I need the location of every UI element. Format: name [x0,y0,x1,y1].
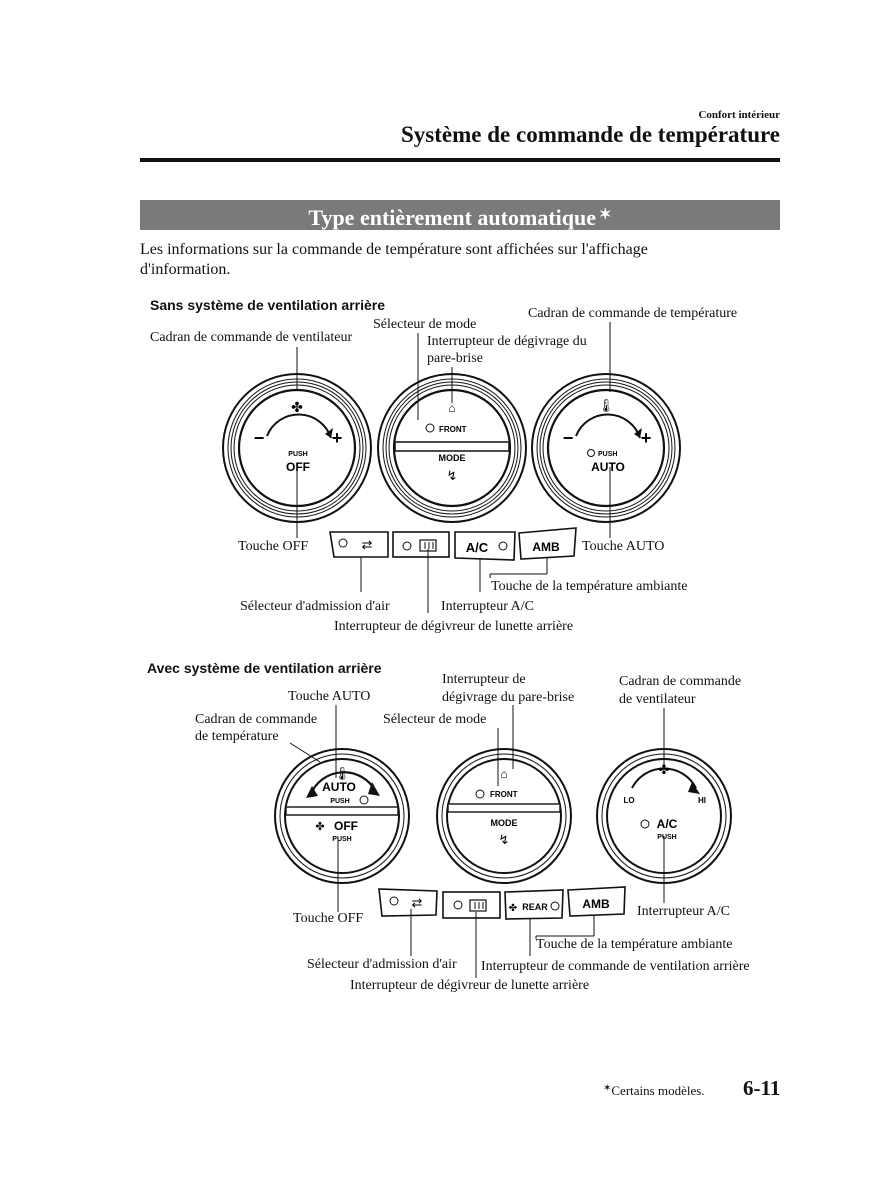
thermometer-icon: 🌡 [597,398,615,413]
d2-fan-icon-small: ✤ [315,821,325,833]
d1-mode-label: MODE [438,453,466,463]
d1-temp-plus: + [640,428,652,448]
d1-auto-label: AUTO [591,460,625,474]
d1-label-mode-selector: Sélecteur de mode [373,317,477,332]
d1-temp-dial[interactable] [532,374,680,522]
d2-thermometer-icon: 🌡 [333,766,351,781]
d1-label-rear-defrost: Interrupteur de dégivreur de lunette arrière [334,619,574,634]
d2-label-fan-dial-2: de ventilateur [619,692,696,707]
banner-title: Type entièrement automatique [308,205,596,230]
d2-fan-icon: ✤ [658,762,670,777]
d2-windshield-defrost-icon: ⌂ [500,767,508,781]
d2-amb-text: AMB [582,897,610,911]
d1-label-windshield-defrost-1: Interrupteur de dégivrage du [427,334,587,349]
d2-mode-label: MODE [490,818,518,828]
d2-button-row [379,887,625,919]
d2-rear-defrost-button[interactable] [443,892,500,918]
d2-label-off: Touche OFF [293,911,364,926]
d1-button-row [330,528,576,560]
d2-airflow-icon: ↯ [498,832,510,847]
recirculation-icon: ⇄ [361,537,373,552]
d2-rear-text: REAR [522,902,548,912]
d1-minus: − [253,428,265,448]
d1-label-ac: Interrupteur A/C [441,599,534,614]
d1-push-label: PUSH [288,451,308,458]
d2-ac-label: A/C [656,817,678,831]
d1-front-label: FRONT [439,425,467,434]
d2-recirculation-icon: ⇄ [411,895,423,910]
d2-label-auto: Touche AUTO [288,689,371,704]
d2-label-windshield-defrost-2: dégivrage du pare-brise [442,690,575,705]
d2-label-temp-dial-1: Cadran de commande [195,712,318,727]
diagram1-subhead: Sans système de ventilation arrière [150,297,385,313]
d2-auto-label: AUTO [322,780,356,794]
d2-label-rear-fan: Interrupteur de commande de ventilation arrière [481,959,750,974]
d1-amb-text: AMB [532,540,560,554]
d2-rear-fan-icon: ✤ [508,903,518,914]
d2-front-label: FRONT [490,790,518,799]
page-number: 6-11 [743,1076,781,1100]
windshield-defrost-icon: ⌂ [448,401,456,415]
d2-label-air-intake: Sélecteur d'admission d'air [307,957,457,972]
diagram2-subhead: Avec système de ventilation arrière [147,660,382,676]
d2-amb-button[interactable] [568,887,625,916]
d1-air-intake-button[interactable] [330,532,388,557]
d1-label-windshield-defrost-2: pare-brise [427,351,483,366]
footnote-text: Certains modèles. [611,1083,705,1098]
d1-label-temp-dial: Cadran de commande de température [528,306,738,321]
fan-icon: ✤ [291,401,303,416]
d2-lo-label: LO [623,796,635,805]
d2-label-fan-dial-1: Cadran de commande [619,674,742,689]
airflow-icon: ↯ [446,468,458,483]
d1-amb-button[interactable] [519,528,576,559]
d2-ac-push: PUSH [657,834,677,841]
d2-label-temp-dial-2: de température [195,729,279,744]
d1-label-ambient: Touche de la température ambiante [491,579,688,594]
d1-temp-push: PUSH [598,451,618,458]
d1-plus: + [331,428,343,448]
d1-label-fan-dial: Cadran de commande de ventilateur [150,330,353,345]
page-title: Système de commande de température [401,122,780,147]
d1-off-label: OFF [286,460,310,474]
d2-label-windshield-defrost-1: Interrupteur de [442,672,526,687]
d1-rear-defrost-button[interactable] [393,532,449,557]
d2-mode-dial[interactable] [437,749,571,883]
model-marker: ✶ [599,207,612,223]
d2-label-ambient: Touche de la température ambiante [536,937,733,952]
d2-hi-label: HI [698,796,706,805]
d2-off-label: OFF [334,819,358,833]
d1-label-air-intake: Sélecteur d'admission d'air [240,599,390,614]
d2-label-rear-defrost: Interrupteur de dégivreur de lunette arrière [350,978,590,993]
d2-air-intake-button[interactable] [379,889,437,916]
footnote-marker: ✶ [603,1083,612,1094]
d2-temp-dial[interactable] [275,749,409,883]
d2-label-ac: Interrupteur A/C [637,904,730,919]
d1-label-off: Touche OFF [238,539,309,554]
intro-text: Les informations sur la commande de température sont affichées sur l'affichage d'information. [140,241,648,278]
d2-off-push: PUSH [332,836,352,843]
d1-temp-minus: − [562,428,574,448]
d2-auto-push: PUSH [330,798,350,805]
d2-label-mode-selector: Sélecteur de mode [383,712,487,727]
section-label: Confort intérieur [698,109,780,121]
d1-ac-text: A/C [465,540,489,555]
footnote [603,1083,705,1099]
d2-rear-fan-button[interactable] [505,890,563,919]
d1-label-auto: Touche AUTO [582,539,665,554]
d1-ac-button[interactable] [455,532,515,560]
